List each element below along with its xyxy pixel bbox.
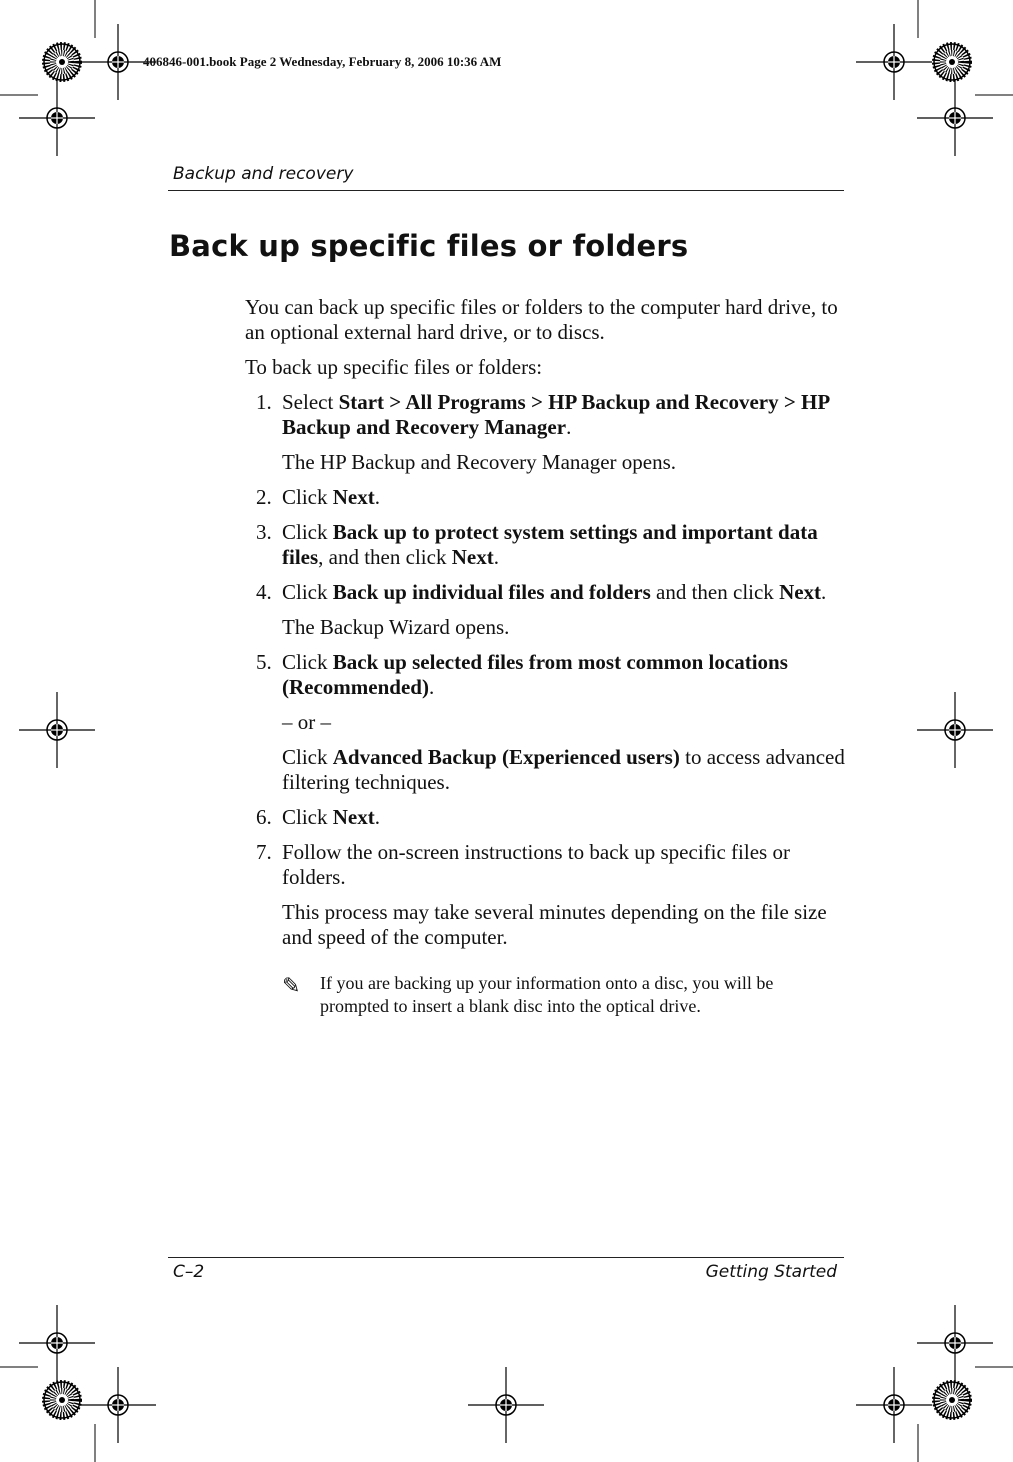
step-4: 4. Click Back up individual files and folders and then click Next. The Backup Wizard opens.: [256, 580, 827, 639]
body-content: [245, 295, 845, 1018]
registration-wheel-icon: [934, 44, 970, 80]
registration-crosshair-icon: [856, 1367, 932, 1443]
registration-crosshair-icon: [19, 80, 95, 156]
steps-list: [245, 390, 845, 950]
registration-wheel-icon: [44, 1382, 80, 1418]
note: [245, 972, 845, 1018]
page-number: C–2: [173, 1262, 205, 1282]
book-title: Getting Started: [705, 1262, 837, 1282]
print-stamp: 406846-001.book Page 2 Wednesday, February 8, 2006 10:36 AM: [143, 54, 502, 69]
lead-paragraph: To back up specific files or folders:: [245, 355, 543, 379]
registration-wheel-icon: [44, 44, 80, 80]
step-7: 7. Follow the on-screen instructions to back up specific files or folders. This process may take several minutes depending on the file size and speed of the computer.: [256, 840, 827, 949]
registration-crosshair-icon: [80, 1367, 156, 1443]
step-2: 2. Click Next.: [256, 485, 380, 509]
registration-crosshair-icon: [856, 24, 932, 100]
registration-crosshair-icon: [19, 1305, 95, 1381]
step-6: 6. Click Next.: [256, 805, 380, 829]
registration-crosshair-icon: [19, 692, 95, 768]
registration-crosshair-icon: [917, 80, 993, 156]
step-5: 5. Click Back up selected files from most common locations (Recommended). – or – Click Advanced Backup (Experienced users) to access advanced filtering techniques.: [256, 650, 845, 794]
registration-crosshair-icon: [917, 692, 993, 768]
header-rule: [168, 190, 844, 191]
section-title: Back up specific files or folders: [169, 229, 689, 263]
intro-paragraph: You can back up specific files or folders to the computer hard drive, to an optional external hard drive, or to discs.: [245, 295, 838, 344]
step-1: 1. Select Start > All Programs > HP Backup and Recovery > HP Backup and Recovery Manager. The HP Backup and Recovery Manager opens.: [256, 390, 830, 474]
note-text: If you are backing up your information onto a disc, you will be prompted to insert a blank disc into the optical drive.: [320, 973, 774, 1016]
step-3: 3. Click Back up to protect system settings and important data files, and then click Next.: [256, 520, 818, 569]
pencil-note-icon: ✎: [282, 973, 301, 998]
registration-crosshair-icon: [917, 1305, 993, 1381]
running-head: Backup and recovery: [173, 164, 354, 184]
registration-crosshair-icon: [468, 1367, 544, 1443]
registration-wheel-icon: [934, 1382, 970, 1418]
footer-rule: [168, 1257, 844, 1258]
